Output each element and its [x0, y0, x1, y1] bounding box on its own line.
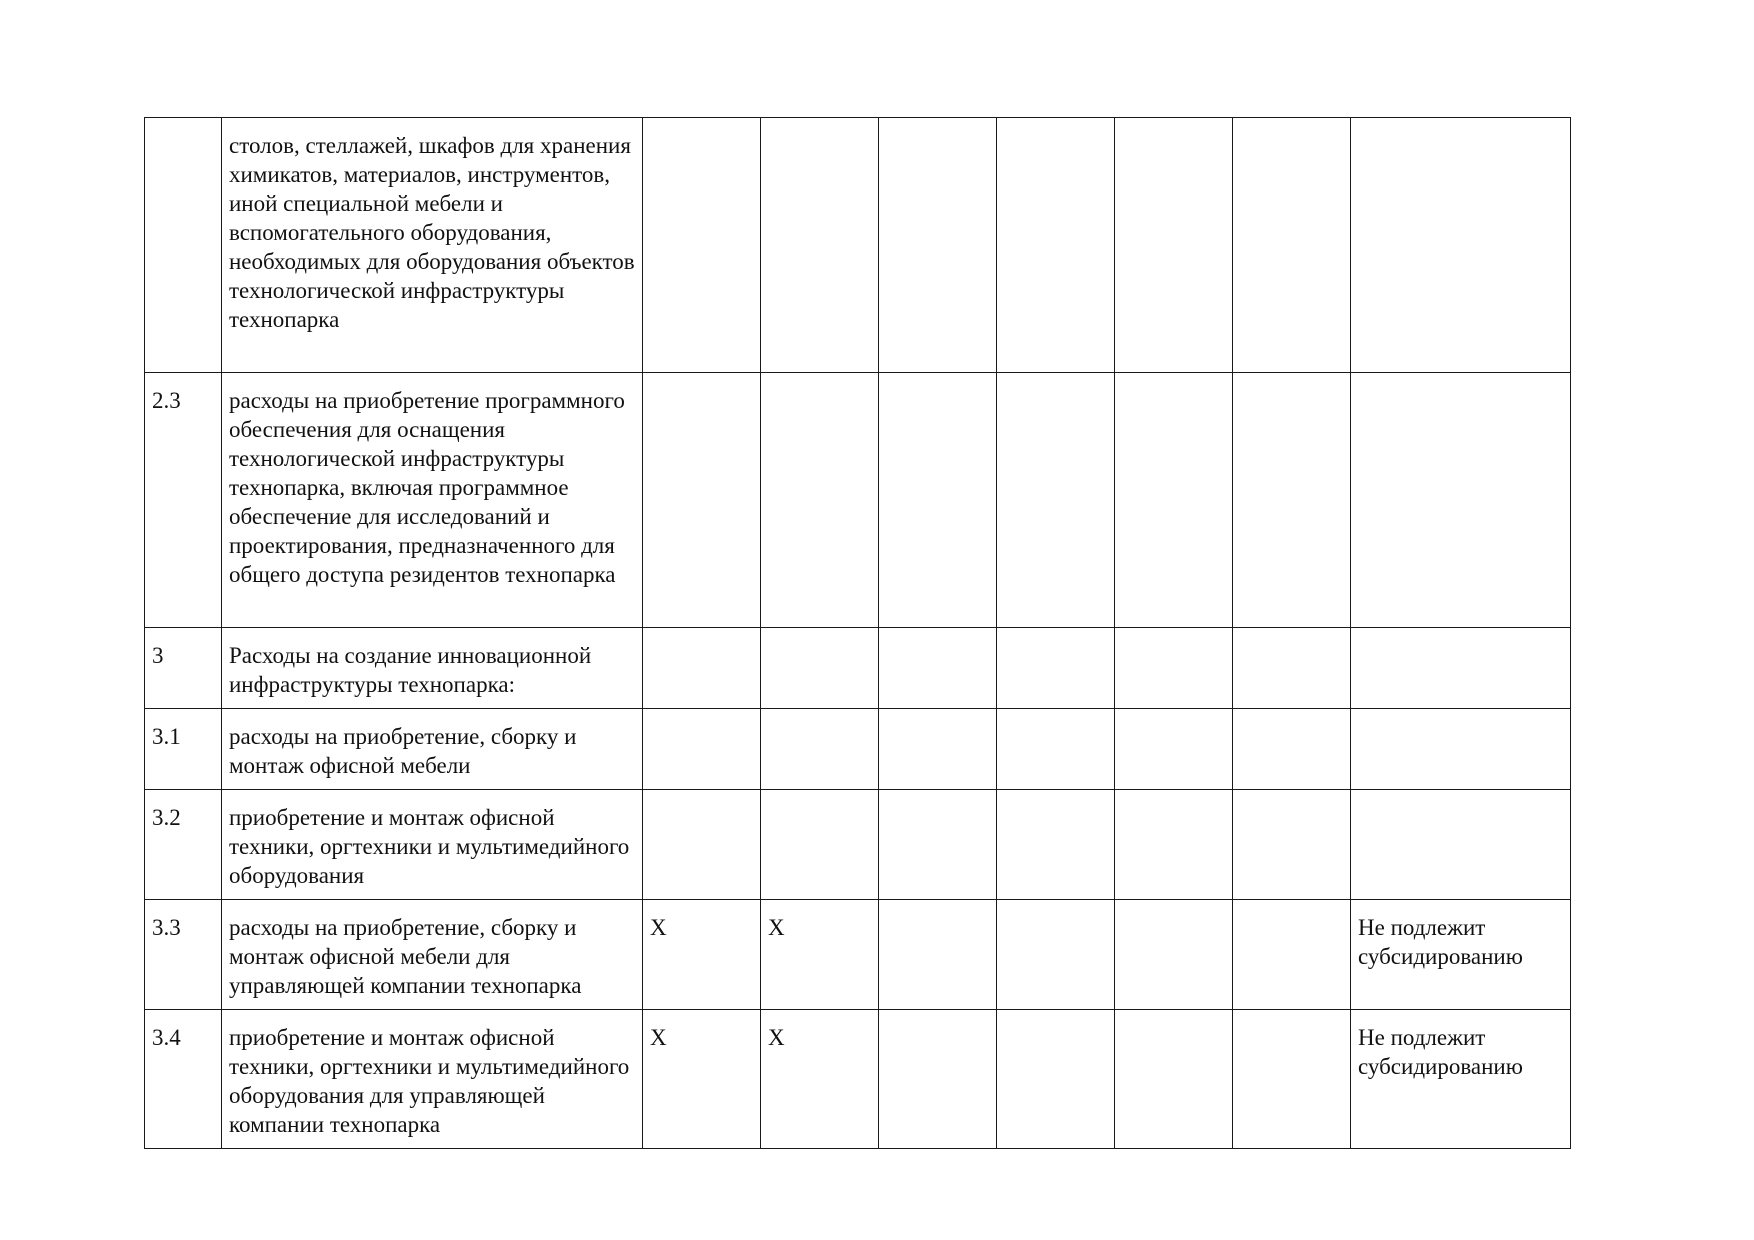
value-cell-1 [643, 118, 761, 373]
value-cell-5 [1115, 790, 1233, 900]
value-cell-2 [761, 709, 879, 790]
value-cell-6 [1233, 900, 1351, 1010]
value-cell-5 [1115, 900, 1233, 1010]
value-cell-1 [643, 373, 761, 628]
value-cell-4 [997, 628, 1115, 709]
value-cell-3 [879, 373, 997, 628]
value-cell-2 [761, 373, 879, 628]
row-description: Расходы на создание инновационной инфраструктуры технопарка: [222, 628, 643, 709]
value-cell-2 [761, 628, 879, 709]
row-number: 3.4 [145, 1010, 222, 1149]
note-cell [1351, 628, 1571, 709]
row-number: 3.2 [145, 790, 222, 900]
row-number: 3.1 [145, 709, 222, 790]
value-cell-6 [1233, 790, 1351, 900]
table-row [145, 709, 1571, 790]
value-cell-1 [643, 790, 761, 900]
value-cell-3 [879, 790, 997, 900]
note-cell [1351, 118, 1571, 373]
expenses-table [144, 117, 1571, 1149]
value-cell-3 [879, 118, 997, 373]
note-cell [1351, 373, 1571, 628]
note-cell [1351, 790, 1571, 900]
value-cell-1: X [643, 1010, 761, 1149]
value-cell-6 [1233, 118, 1351, 373]
value-cell-4 [997, 790, 1115, 900]
table-row [145, 1010, 1571, 1149]
value-cell-4 [997, 373, 1115, 628]
value-cell-6 [1233, 709, 1351, 790]
table-row [145, 790, 1571, 900]
value-cell-5 [1115, 118, 1233, 373]
value-cell-2: X [761, 1010, 879, 1149]
value-cell-5 [1115, 628, 1233, 709]
row-description: столов, стеллажей, шкафов для хранения химикатов, материалов, инструментов, иной специальной мебели и вспомогательного оборудования, необходимых для оборудования объектов технологической инфраструктуры технопарка [222, 118, 643, 373]
value-cell-4 [997, 900, 1115, 1010]
value-cell-2: X [761, 900, 879, 1010]
value-cell-1: X [643, 900, 761, 1010]
value-cell-3 [879, 709, 997, 790]
row-description: расходы на приобретение, сборку и монтаж офисной мебели для управляющей компании технопарка [222, 900, 643, 1010]
value-cell-5 [1115, 373, 1233, 628]
table-row [145, 628, 1571, 709]
value-cell-3 [879, 628, 997, 709]
value-cell-4 [997, 118, 1115, 373]
note-cell: Не подлежит субсидированию [1351, 1010, 1571, 1149]
value-cell-3 [879, 1010, 997, 1149]
value-cell-6 [1233, 1010, 1351, 1149]
value-cell-6 [1233, 373, 1351, 628]
row-description: приобретение и монтаж офисной техники, оргтехники и мультимедийного оборудования [222, 790, 643, 900]
row-description: расходы на приобретение программного обеспечения для оснащения технологической инфраструктуры технопарка, включая программное обеспечение для исследований и проектирования, предназначенного для общего доступа резидентов технопарка [222, 373, 643, 628]
value-cell-4 [997, 1010, 1115, 1149]
note-cell: Не подлежит субсидированию [1351, 900, 1571, 1010]
table-row [145, 118, 1571, 373]
row-number: 3 [145, 628, 222, 709]
value-cell-3 [879, 900, 997, 1010]
value-cell-4 [997, 709, 1115, 790]
table-row [145, 373, 1571, 628]
row-description: расходы на приобретение, сборку и монтаж офисной мебели [222, 709, 643, 790]
row-description: приобретение и монтаж офисной техники, оргтехники и мультимедийного оборудования для управляющей компании технопарка [222, 1010, 643, 1149]
value-cell-2 [761, 790, 879, 900]
table-row [145, 900, 1571, 1010]
row-number: 3.3 [145, 900, 222, 1010]
value-cell-6 [1233, 628, 1351, 709]
row-number: 2.3 [145, 373, 222, 628]
row-number [145, 118, 222, 373]
value-cell-5 [1115, 709, 1233, 790]
value-cell-1 [643, 628, 761, 709]
value-cell-1 [643, 709, 761, 790]
value-cell-2 [761, 118, 879, 373]
value-cell-5 [1115, 1010, 1233, 1149]
note-cell [1351, 709, 1571, 790]
